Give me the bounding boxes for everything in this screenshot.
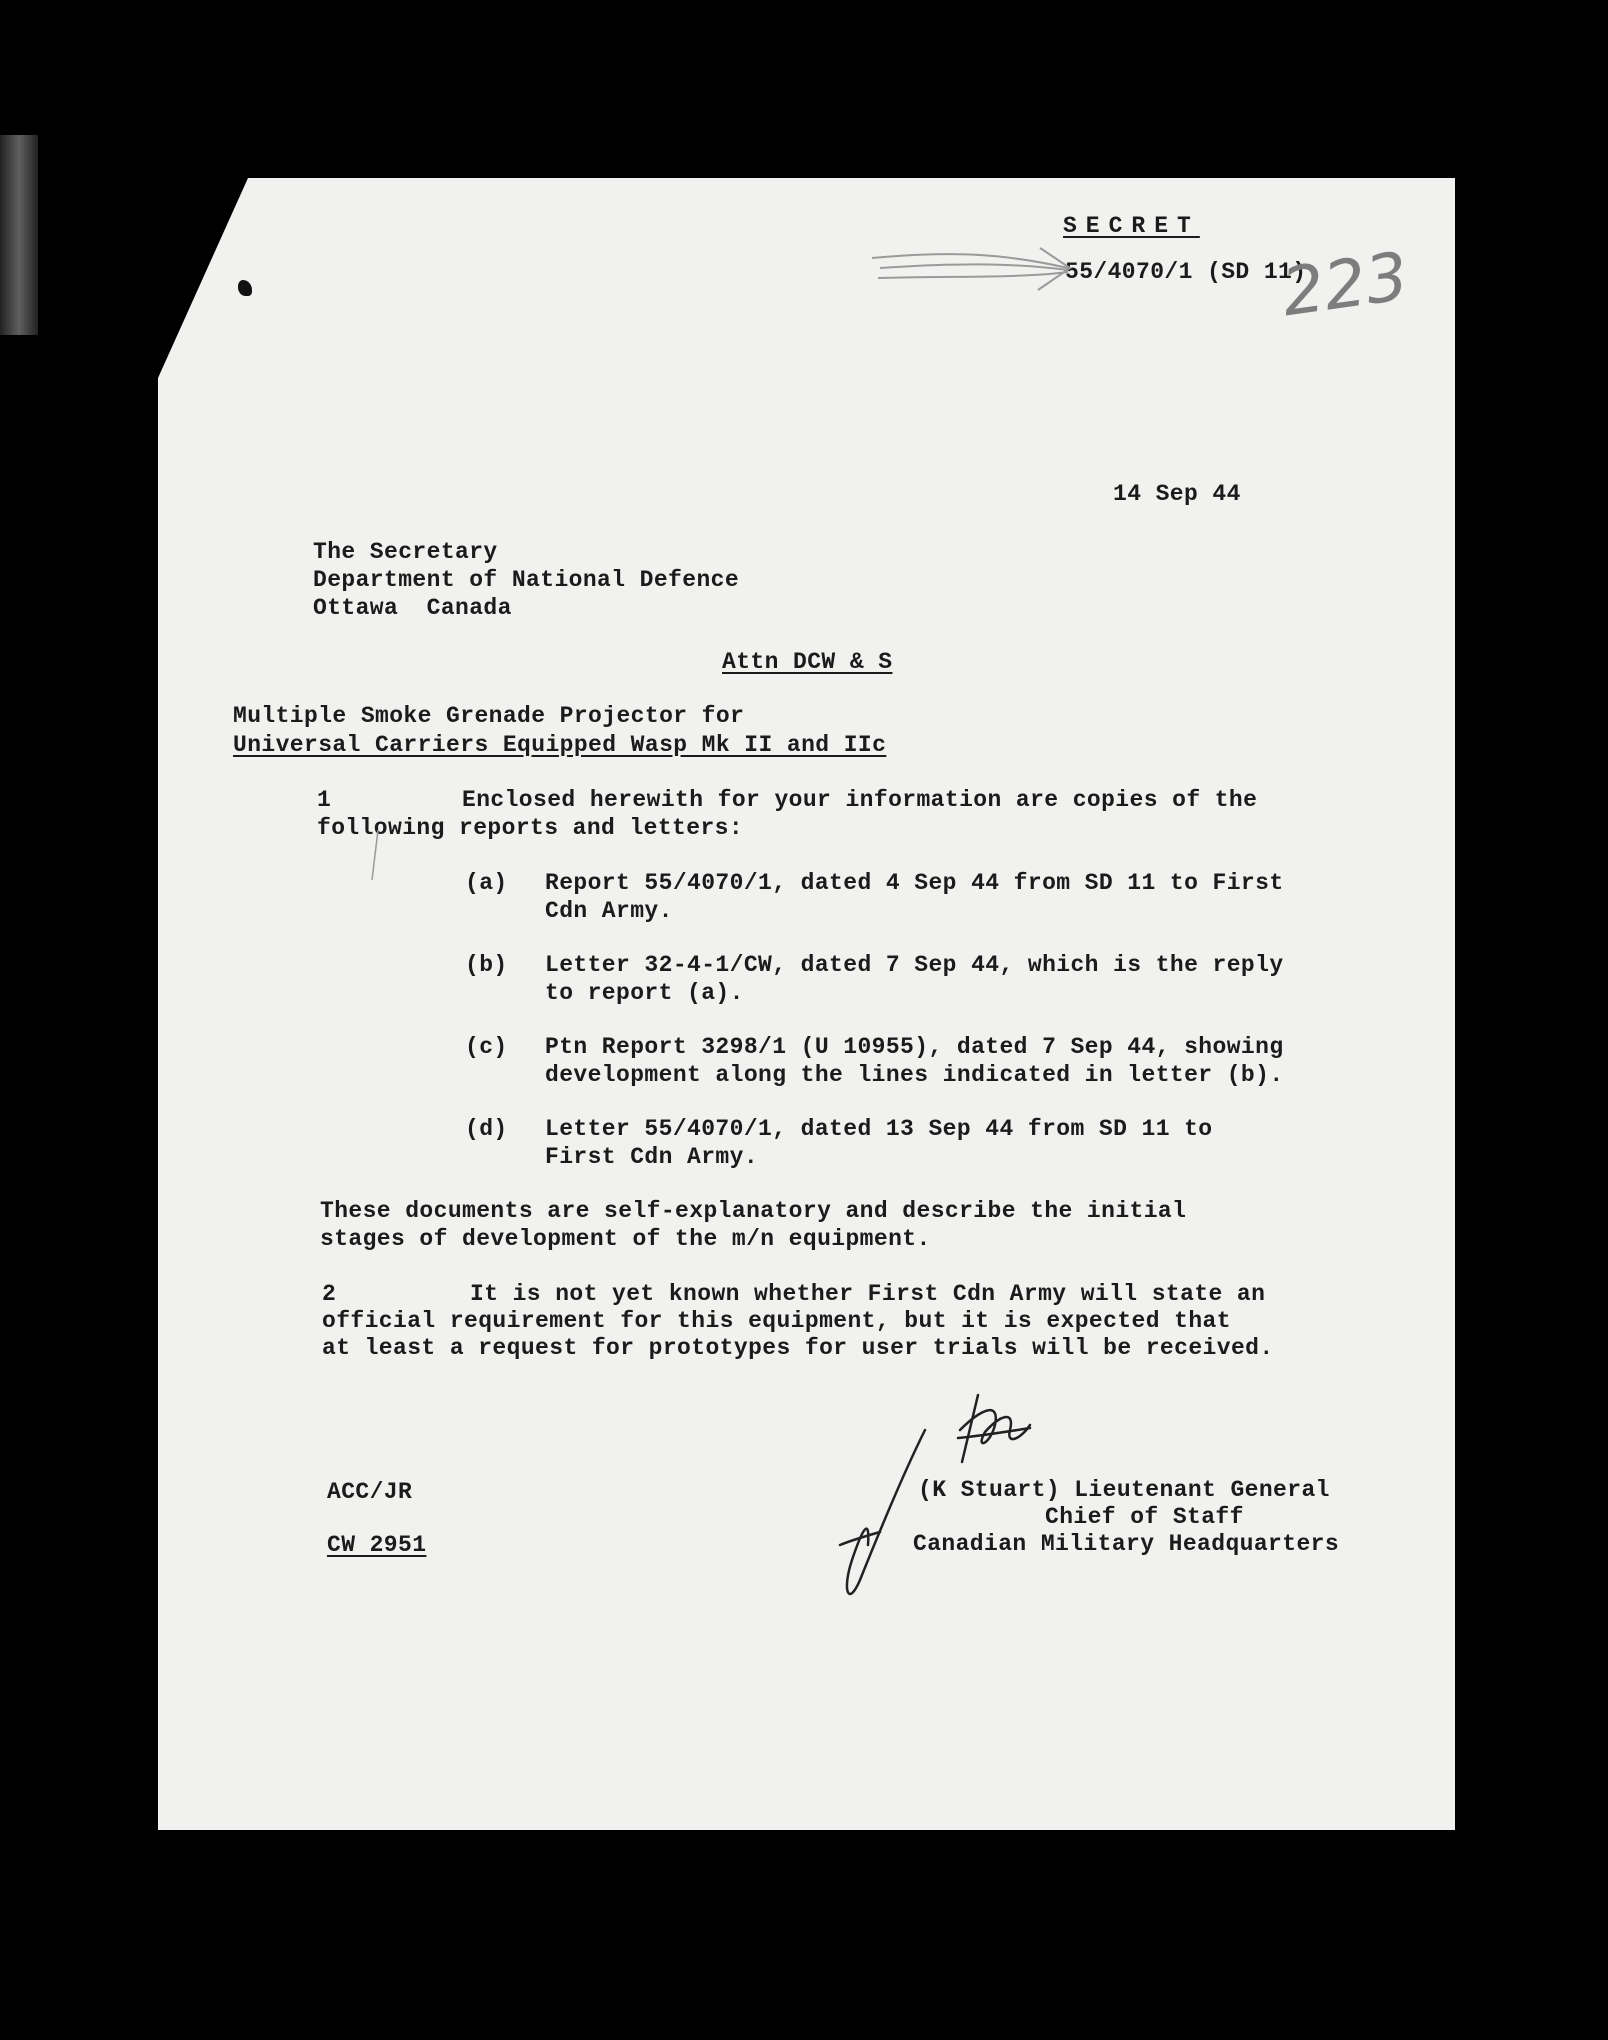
reference-initials: ACC/JR bbox=[327, 1479, 413, 1505]
paragraph-2-line-2: official requirement for this equipment, but it is expected that bbox=[322, 1308, 1231, 1334]
pencil-folio-number: 223 bbox=[1277, 237, 1413, 332]
enclosure-c-label: (c) bbox=[465, 1034, 508, 1060]
paragraph-1-line-2: following reports and letters: bbox=[317, 815, 744, 841]
enclosure-a-label: (a) bbox=[465, 870, 508, 896]
paragraph-2-line-1: It is not yet known whether First Cdn Army will state an bbox=[470, 1281, 1266, 1307]
enclosure-d-line-2: First Cdn Army. bbox=[545, 1144, 759, 1170]
letter-date: 14 Sep 44 bbox=[1113, 481, 1241, 507]
paragraph-2-line-3: at least a request for prototypes for user trials will be received. bbox=[322, 1335, 1274, 1361]
addressee-line-1: The Secretary bbox=[313, 539, 498, 565]
enclosure-c-line-1: Ptn Report 3298/1 (U 10955), dated 7 Sep 44, showing bbox=[545, 1034, 1284, 1060]
enclosure-a-line-1: Report 55/4070/1, dated 4 Sep 44 from SD 11 to First bbox=[545, 870, 1284, 896]
signature-line-3: Canadian Military Headquarters bbox=[913, 1531, 1340, 1557]
addressee-line-2: Department of National Defence bbox=[313, 567, 740, 593]
summary-line-2: stages of development of the m/n equipment. bbox=[320, 1226, 931, 1252]
signature-line-2: Chief of Staff bbox=[1045, 1504, 1244, 1530]
addressee-line-3: Ottawa Canada bbox=[313, 595, 512, 621]
enclosure-b-label: (b) bbox=[465, 952, 508, 978]
paragraph-2-number: 2 bbox=[322, 1281, 337, 1307]
classification-label: SECRET bbox=[1063, 213, 1200, 239]
enclosure-c-line-2: development along the lines indicated in letter (b). bbox=[545, 1062, 1284, 1088]
paragraph-1-number: 1 bbox=[317, 787, 332, 813]
subject-line-1: Multiple Smoke Grenade Projector for bbox=[233, 703, 745, 729]
attention-line: Attn DCW & S bbox=[722, 649, 893, 675]
film-edge bbox=[0, 135, 38, 335]
file-reference: 55/4070/1 (SD 11) bbox=[1065, 259, 1307, 285]
summary-line-1: These documents are self-explanatory and describe the initial bbox=[320, 1198, 1187, 1224]
enclosure-a-line-2: Cdn Army. bbox=[545, 898, 673, 924]
enclosure-b-line-1: Letter 32-4-1/CW, dated 7 Sep 44, which is the reply bbox=[545, 952, 1284, 978]
signature-line-1: (K Stuart) Lieutenant General bbox=[918, 1477, 1330, 1503]
paragraph-1-line-1: Enclosed herewith for your information are copies of the bbox=[462, 787, 1258, 813]
enclosure-d-label: (d) bbox=[465, 1116, 508, 1142]
document-sheet bbox=[158, 178, 1455, 1830]
enclosure-b-line-2: to report (a). bbox=[545, 980, 744, 1006]
reference-cw-number: CW 2951 bbox=[327, 1532, 427, 1558]
subject-line-2: Universal Carriers Equipped Wasp Mk II and IIc bbox=[233, 732, 887, 758]
enclosure-d-line-1: Letter 55/4070/1, dated 13 Sep 44 from SD 11 to bbox=[545, 1116, 1213, 1142]
